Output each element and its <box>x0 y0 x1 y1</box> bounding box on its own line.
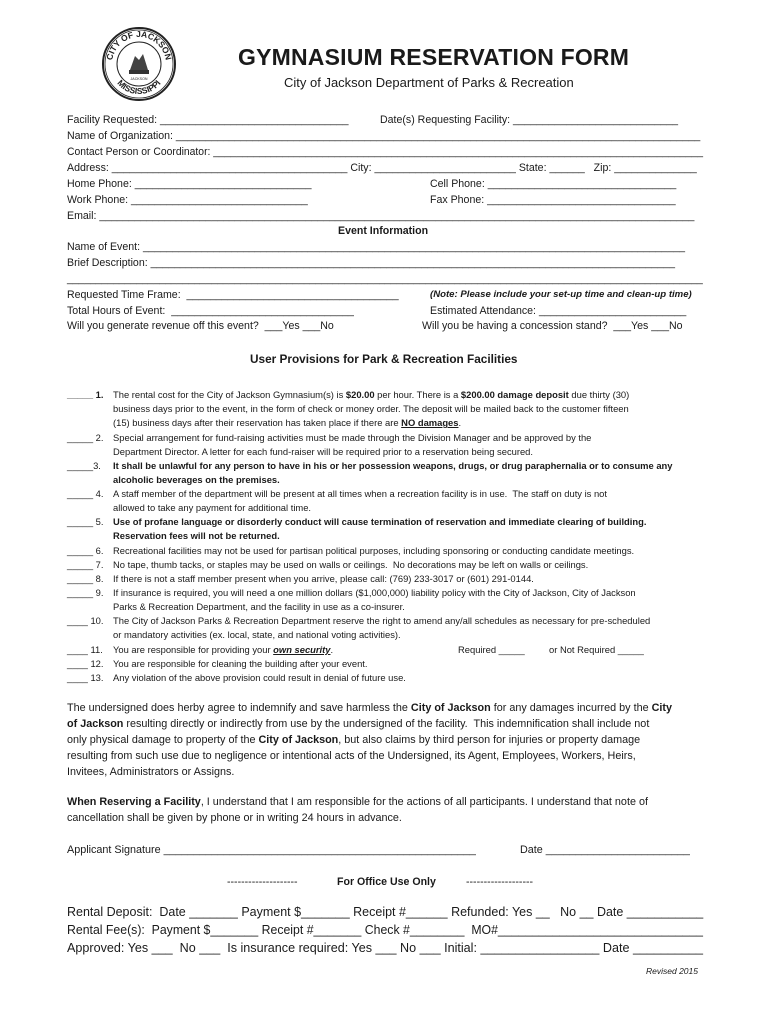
provisions-heading: User Provisions for Park & Recreation Facilities <box>250 352 518 366</box>
provision-10-line2: or mandatory activities (ex. local, state, and national voting activities). <box>113 629 401 640</box>
provision-13-line1: Any violation of the above provision could result in denial of future use. <box>113 672 406 683</box>
provision-4-line1: A staff member of the department will be present at all times when a recreation facility is in use. The staff on duty is not <box>113 488 607 499</box>
provision-7-number[interactable]: _____ 7. <box>67 559 104 570</box>
provision-4-line2: allowed to take any payment for additional time. <box>113 502 312 513</box>
svg-text:CITY OF JACKSON <box>104 29 173 61</box>
provision-1-number[interactable]: _____ 1. <box>67 389 104 400</box>
provision-11-number[interactable]: ____ 11. <box>67 644 103 655</box>
provision-3-line1: It shall be unlawful for any person to have in his or her possession weapons, drugs, or drug paraphernalia or to consume any <box>113 460 673 471</box>
reserving-line1: When Reserving a Facility, I understand that I am responsible for the actions of all participants. I understand that note of <box>67 796 648 808</box>
provision-11-line1: You are responsible for providing your own security. <box>113 644 334 655</box>
reserving-line2: cancellation shall be given by phone or in writing 24 hours in advance. <box>67 812 402 824</box>
work-phone-field[interactable]: Work Phone: ______________________________ <box>67 194 308 206</box>
office-dashes-left: -------------------- <box>227 876 298 888</box>
concession-question[interactable]: Will you be having a concession stand? ___Yes ___No <box>422 320 683 332</box>
cell-phone-field[interactable]: Cell Phone: ________________________________ <box>430 178 677 190</box>
provision-2-line1: Special arrangement for fund-raising activities must be made through the Division Manager and be approved by the <box>113 432 592 443</box>
applicant-signature-field[interactable]: Applicant Signature ____________________________________________________ <box>67 844 476 856</box>
indemnity-line4: resulting from such use due to negligence or intentional acts of the Undersigned, its Agent, Employees, Workers, Heirs, <box>67 750 636 762</box>
provision-3-line2: alcoholic beverages on the premises. <box>113 474 280 485</box>
provision-8-line1: If there is not a staff member present when you arrive, please call: (769) 233-3017 or (601) 291-0144. <box>113 573 534 584</box>
indemnity-line3: only physical damage to property of the City of Jackson, but also claims by third person for injuries or property damage <box>67 734 641 746</box>
estimated-attendance-field[interactable]: Estimated Attendance: _________________________ <box>430 305 687 317</box>
provision-8-number[interactable]: _____ 8. <box>67 573 104 584</box>
provision-5-line2: Reservation fees will not be returned. <box>113 530 280 541</box>
event-info-heading: Event Information <box>338 225 429 237</box>
provision-2-number[interactable]: _____ 2. <box>67 432 104 443</box>
revenue-question[interactable]: Will you generate revenue off this event? ___Yes ___No <box>67 320 334 332</box>
security-not-required-field[interactable]: or Not Required _____ <box>549 644 644 655</box>
dates-requesting-field[interactable]: Date(s) Requesting Facility: ____________________________ <box>380 114 679 126</box>
provision-10-line1: The City of Jackson Parks & Recreation Department reserve the right to amend any/all schedules as necessary for pre-scheduled <box>113 615 651 626</box>
provision-10-number[interactable]: ____ 10. <box>67 615 104 626</box>
provision-6-number[interactable]: _____ 6. <box>67 545 104 556</box>
provision-12-line1: You are responsible for cleaning the building after your event. <box>113 658 368 669</box>
total-hours-field[interactable]: Total Hours of Event: _______________________________ <box>67 305 354 317</box>
provision-3-number[interactable]: _____3. <box>67 460 101 471</box>
rental-fees-line[interactable]: Rental Fee(s): Payment $_______ Receipt #_______ Check #________ MO#______________________________ <box>67 922 703 937</box>
address-field[interactable]: Address: ________________________________________ City: ________________________ State: ______ Zip: ______________ <box>67 162 697 174</box>
rental-deposit-line[interactable]: Rental Deposit: Date _______ Payment $_______ Receipt #______ Refunded: Yes __ No __ Date ___________ <box>67 904 704 919</box>
indemnity-line1: The undersigned does herby agree to indemnify and save harmless the City of Jackson for any damages incurred by the City <box>67 702 672 714</box>
home-phone-field[interactable]: Home Phone: ______________________________ <box>67 178 312 190</box>
provision-9-line1: If insurance is required, you will need a one million dollars ($1,000,000) liability policy with the City of Jackson, City of Jackson <box>113 587 636 598</box>
time-frame-note: (Note: Please include your set-up time and clean-up time) <box>430 289 692 300</box>
provision-2-line2: Department Director. A letter for each fund-raiser will be required prior to a reservation being secured. <box>113 446 533 457</box>
indemnity-line5: Invitees, Administrators or Assigns. <box>67 766 235 778</box>
provision-13-number[interactable]: ____ 13. <box>67 672 104 683</box>
provision-4-number[interactable]: _____ 4. <box>67 488 104 499</box>
provision-1-line3: (15) business days after their reservation has taken place if there are NO damages. <box>113 417 462 428</box>
city-seal <box>101 26 177 102</box>
office-dashes-right: ------------------- <box>466 876 534 888</box>
signature-date-field[interactable]: Date ________________________ <box>520 844 690 856</box>
provision-1-line2: business days prior to the event, in the form of check or money order. The deposit will be mailed back to the customer fifteen <box>113 403 629 414</box>
email-field[interactable]: Email: _____________________________________________________________________________________________________ <box>67 210 695 222</box>
approved-line[interactable]: Approved: Yes ___ No ___ Is insurance required: Yes ___ No ___ Initial: _________________ Date __________ <box>67 940 704 955</box>
security-required-field[interactable]: Required _____ <box>458 644 525 655</box>
facility-requested-field[interactable]: Facility Requested: ________________________________ <box>67 114 349 126</box>
provision-5-number[interactable]: _____ 5. <box>67 516 104 527</box>
provision-9-line2: Parks & Recreation Department, and the facility in use as a co-insurer. <box>113 601 405 612</box>
provision-12-number[interactable]: ____ 12. <box>67 658 104 669</box>
provision-7-line1: No tape, thumb tacks, or staples may be used on walls or ceilings. No decorations may be left on walls or ceilings. <box>113 559 589 570</box>
seal-bottom-text: MISSISSIPPI <box>115 77 163 97</box>
description-blank-line[interactable]: ______________________________________________________________________________________________________________ <box>67 273 703 285</box>
provision-9-number[interactable]: _____ 9. <box>67 587 104 598</box>
provision-5-line1: Use of profane language or disorderly conduct will cause termination of reservation and immediate clearing of building. <box>113 516 647 527</box>
provision-6-line1: Recreational facilities may not be used for partisan political purposes, including sponsoring or conducting candidate meetings. <box>113 545 635 556</box>
contact-person-field[interactable]: Contact Person or Coordinator: _____________________________________________________________________________________ <box>67 146 704 158</box>
revised-footer: Revised 2015 <box>646 966 698 976</box>
brief-description-field[interactable]: Brief Description: _________________________________________________________________________________________ <box>67 257 675 269</box>
seal-center-text: JACKSON <box>130 77 148 81</box>
provision-1-line1: The rental cost for the City of Jackson Gymnasium(s) is $20.00 per hour. There is a $200.00 damage deposit due thirty (30) <box>113 389 630 400</box>
page-subtitle: City of Jackson Department of Parks & Recreation <box>284 75 574 90</box>
fax-phone-field[interactable]: Fax Phone: ________________________________ <box>430 194 676 206</box>
organization-field[interactable]: Name of Organization: _________________________________________________________________________________________ <box>67 130 701 142</box>
indemnity-line2: of Jackson resulting directly or indirectly from use by the undersigned of the facility. This indemnification shall include not <box>67 718 650 730</box>
time-frame-field[interactable]: Requested Time Frame: ____________________________________ <box>67 289 399 301</box>
page-title: GYMNASIUM RESERVATION FORM <box>238 44 630 70</box>
seal-top-text: CITY OF JACKSON <box>104 28 174 62</box>
office-use-heading: For Office Use Only <box>337 876 436 888</box>
event-name-field[interactable]: Name of Event: ____________________________________________________________________________________________ <box>67 241 685 253</box>
